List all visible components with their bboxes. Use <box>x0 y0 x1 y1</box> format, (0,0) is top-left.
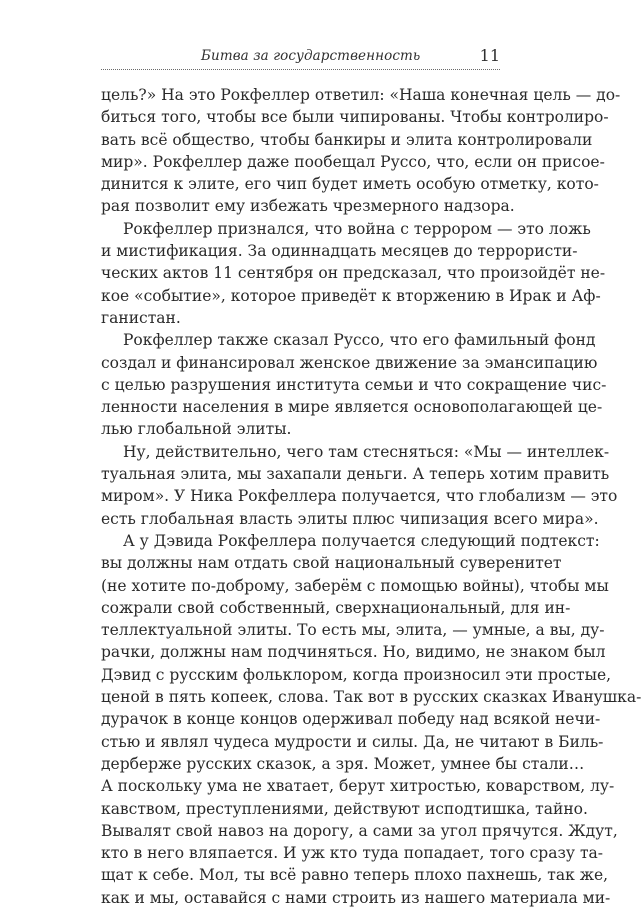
text-line: ганистан. <box>101 308 181 327</box>
text-line: Рокфеллер также сказал Руссо, что его фамильный фонд <box>123 331 596 350</box>
text-line: биться того, чтобы все были чипированы. Чтобы контролиро- <box>101 108 609 127</box>
text-line: мир». Рокфеллер даже пообещал Руссо, что, если он присое- <box>101 152 605 171</box>
text-line: цель?» На это Рокфеллер ответил: «Наша конечная цель — до- <box>101 86 621 104</box>
text-line: ценой в пять копеек, слова. Так вот в русских сказках Иванушка- <box>101 688 641 707</box>
text-line: (не хотите по-доброму, заберём с помощью войны), чтобы мы <box>101 576 609 595</box>
text-line: как и мы, оставайся с нами строить из нашего материала ми- <box>101 888 611 907</box>
text-line: с целью разрушения института семьи и что сокращение чис- <box>101 375 607 394</box>
text-line: щат к себе. Мол, ты всё равно теперь плохо пахнешь, так же, <box>101 866 609 885</box>
text-line: туальная элита, мы захапали деньги. А теперь хотим править <box>101 465 610 484</box>
text-line: дурачок в конце концов одерживал победу над всякой нечи- <box>101 710 601 729</box>
text-line: лью глобальной элиты. <box>101 420 292 439</box>
text-line: ческих актов 11 сентября он предсказал, что произойдёт не- <box>101 264 606 283</box>
text-line: ленности населения в мире является основополагающей це- <box>101 398 603 417</box>
text-line: Вывалят свой навоз на дорогу, а сами за угол прячутся. Ждут, <box>101 821 618 840</box>
text-line: А у Дэвида Рокфеллера получается следующий подтекст: <box>123 531 600 550</box>
running-header <box>101 46 500 68</box>
text-line: рая позволит ему избежать чрезмерного надзора. <box>101 197 515 216</box>
text-line: создал и финансировал женское движение за эмансипацию <box>101 353 598 372</box>
body-text <box>101 84 641 909</box>
text-line: дерберже русских сказок, а зря. Может, умнее бы стали… <box>101 754 585 773</box>
text-line: сожрали свой собственный, сверхнациональный, для ин- <box>101 598 571 617</box>
text-line: теллектуальной элиты. То есть мы, элита, — умные, а вы, ду- <box>101 621 605 640</box>
text-line: А поскольку ума не хватает, берут хитростью, коварством, лу- <box>101 777 615 796</box>
running-header-title: Битва за государственность <box>201 48 421 64</box>
text-line: Дэвид с русским фольклором, когда произносил эти простые, <box>101 665 612 684</box>
text-line: Рокфеллер признался, что война с террором — это ложь <box>123 219 591 238</box>
text-line: стью и являл чудеса мудрости и силы. Да, не читают в Биль- <box>101 732 604 751</box>
text-line: динится к элите, его чип будет иметь особую отметку, кото- <box>101 175 599 194</box>
page-number: 11 <box>479 46 500 65</box>
text-line: вы должны нам отдать свой национальный суверенитет <box>101 554 562 573</box>
text-line: и мистификация. За одиннадцать месяцев до террористи- <box>101 242 578 261</box>
text-line: миром». У Ника Рокфеллера получается, что глобализм — это <box>101 487 618 506</box>
text-line: кто в него вляпается. И уж кто туда попадает, того сразу та- <box>101 844 604 863</box>
text-line: есть глобальная власть элиты плюс чипизация всего мира». <box>101 509 599 528</box>
text-line: Ну, действительно, чего там стесняться: «Мы — интеллек- <box>123 442 610 461</box>
text-line: вать всё общество, чтобы банкиры и элита контролировали <box>101 130 593 149</box>
text-line: кавством, преступлениями, действуют исподтишка, тайно. <box>101 799 588 818</box>
header-divider <box>101 69 500 70</box>
text-line: рачки, должны нам подчиняться. Но, видимо, не знаком был <box>101 643 606 662</box>
text-line: кое «событие», которое приведёт к вторжению в Ирак и Аф- <box>101 286 601 305</box>
